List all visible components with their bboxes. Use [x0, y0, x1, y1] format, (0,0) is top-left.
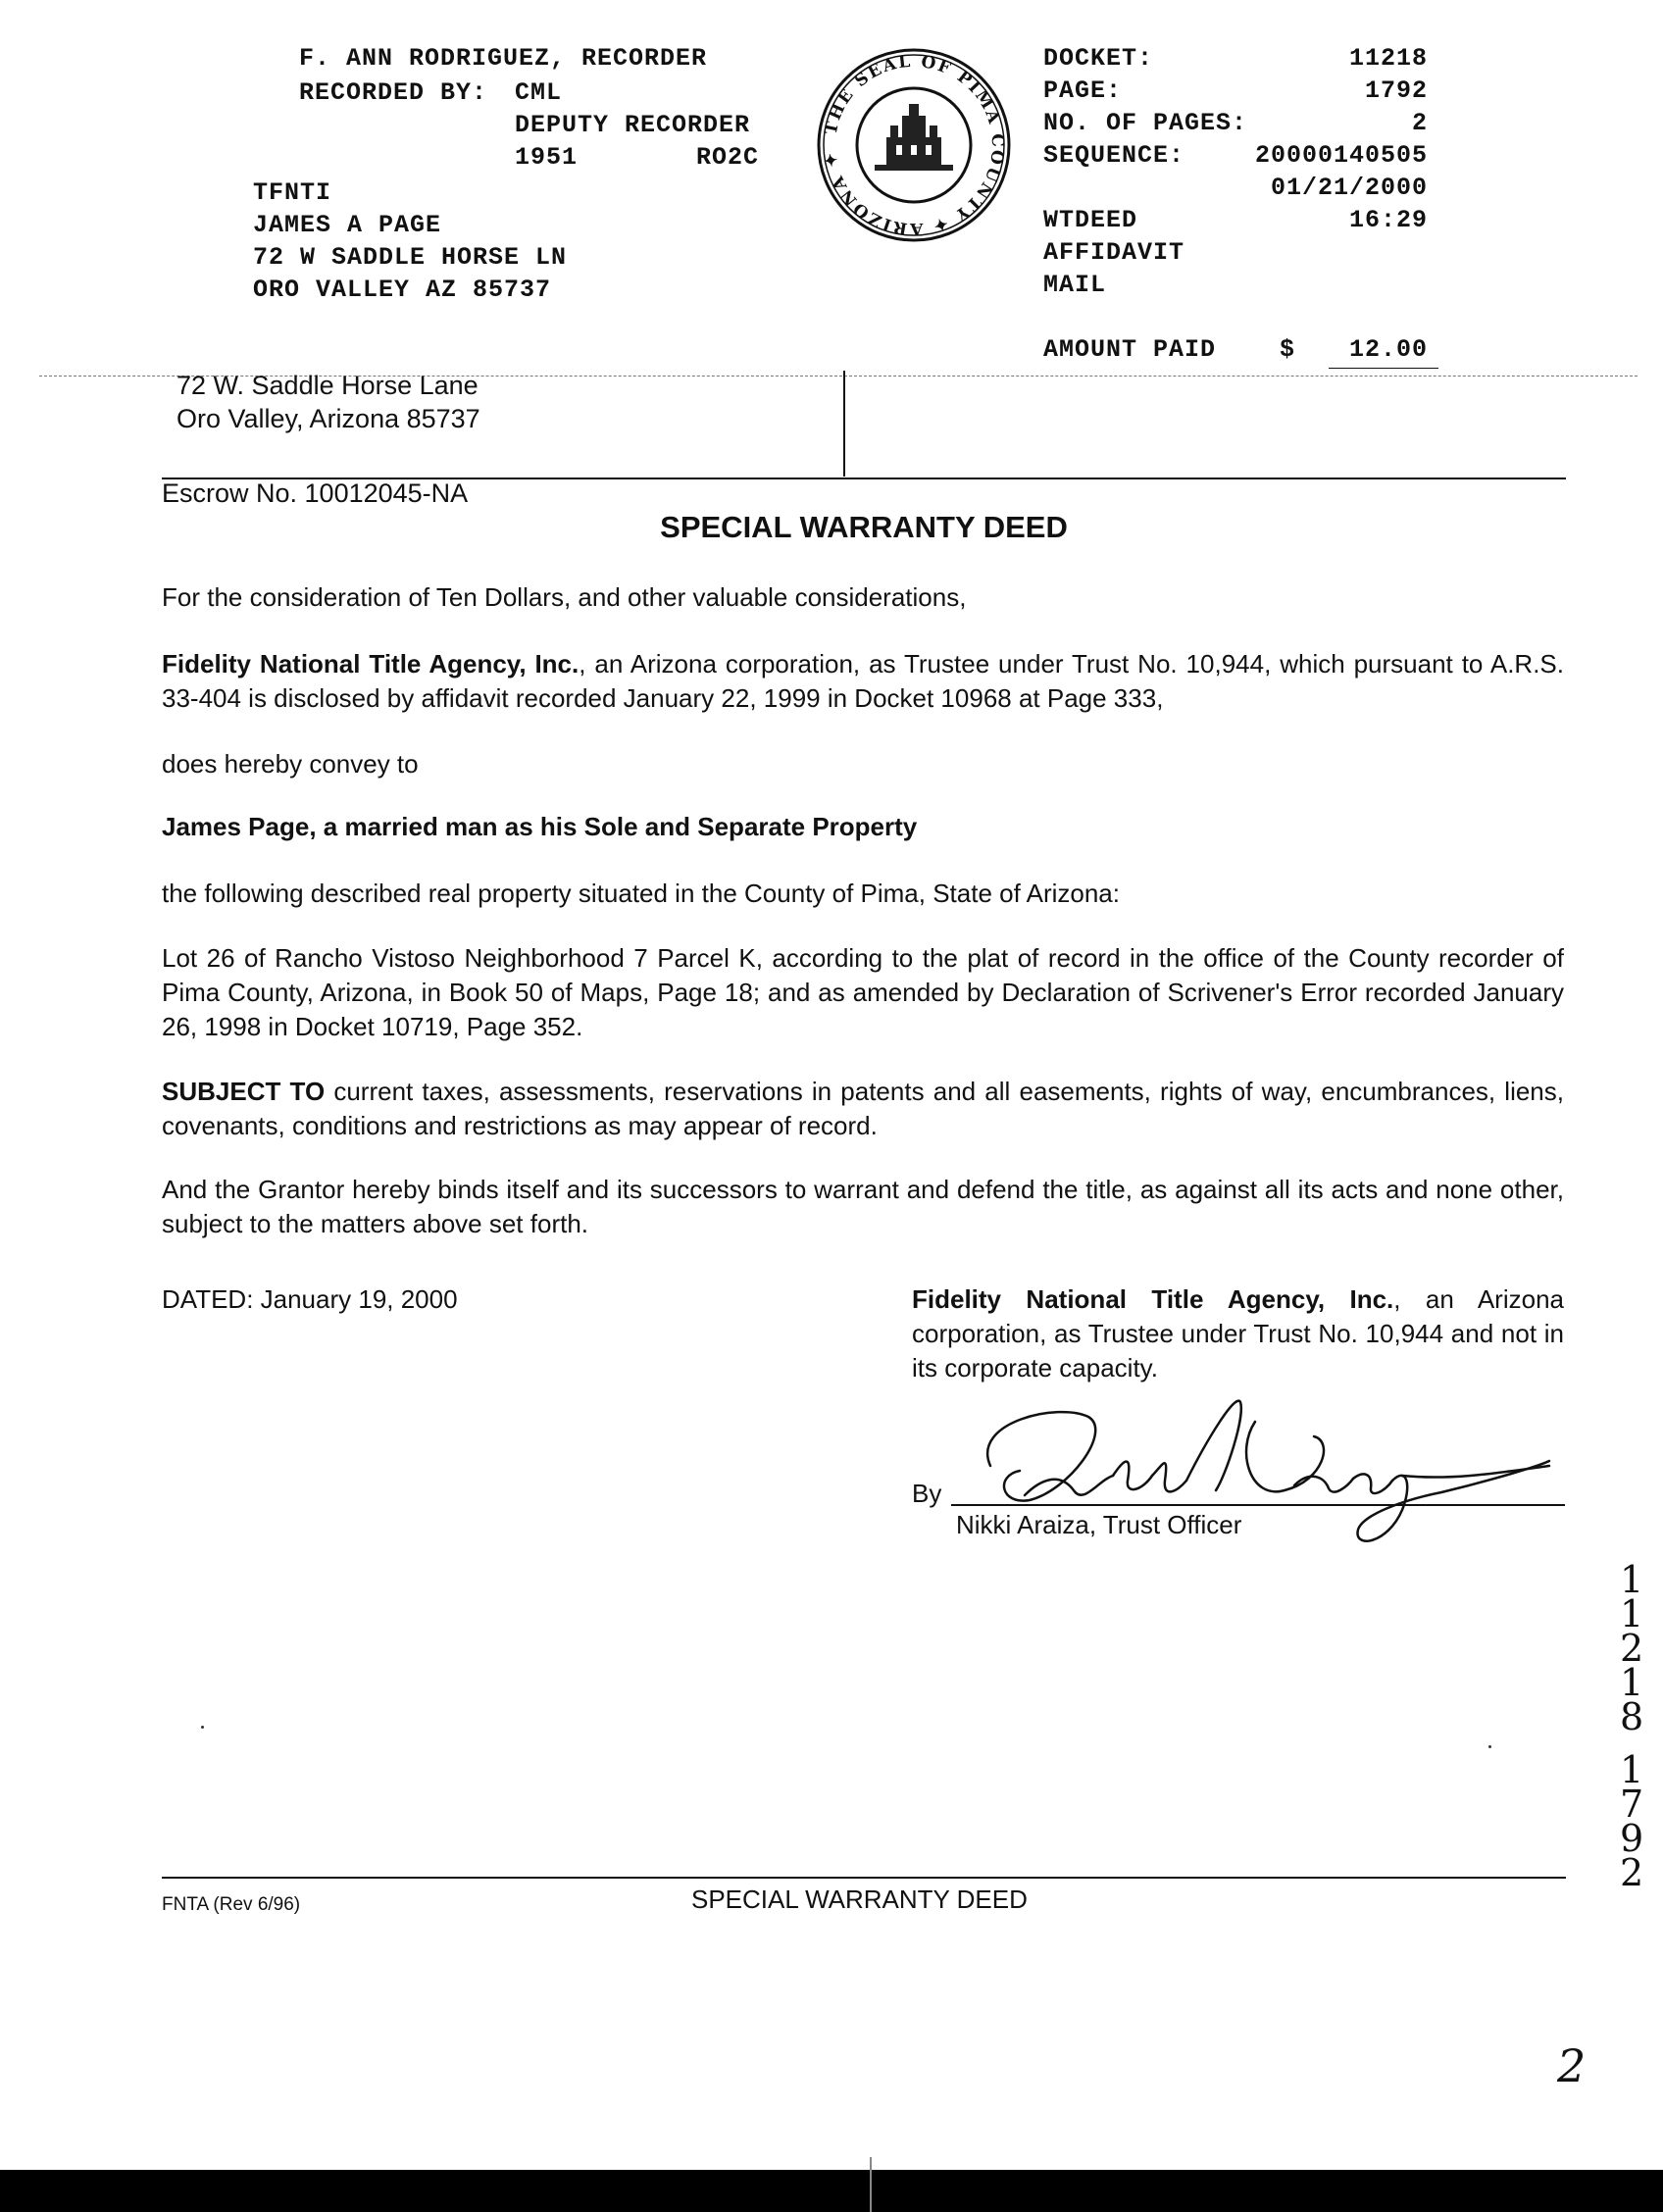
- consideration-text: For the consideration of Ten Dollars, and other valuable considerations,: [162, 582, 967, 612]
- recorded-date: 01/21/2000: [1270, 174, 1428, 202]
- by-label: By: [912, 1479, 942, 1508]
- side-docket-digit: 1: [1620, 1558, 1644, 1601]
- address-box-divider: [843, 371, 845, 477]
- deed-title: SPECIAL WARRANTY DEED: [660, 510, 1068, 544]
- subject-to-paragraph: [162, 1075, 1564, 1143]
- deputy-recorder-label: DEPUTY RECORDER: [515, 111, 751, 139]
- subject-to-text: current taxes, assessments, reservations in patents and all easements, rights of way, encumbrances, liens, covenants, conditions and restrictions as may appear of record.: [162, 1077, 1564, 1140]
- deputy-code: RO2C: [696, 143, 760, 172]
- signature-entity-details: , an Arizona corporation, as Trustee under Trust No. 10,944 and not in its corporate capacity.: [912, 1284, 1564, 1382]
- recorded-by-value: CML: [515, 78, 563, 107]
- side-page-digit: 1: [1620, 1748, 1644, 1791]
- mail-flag: MAIL: [1043, 271, 1107, 299]
- escrow-number: Escrow No. 10012045-NA: [162, 478, 469, 508]
- page-label: PAGE:: [1043, 76, 1123, 105]
- docket-label: DOCKET:: [1043, 44, 1154, 73]
- grantor-details: , an Arizona corporation, as Trustee under Trust No. 10,944, which pursuant to A.R.S. 33-404 is disclosed by affidavit recorded January 22, 1999 in Docket 10968 at Page 333,: [162, 649, 1564, 713]
- page-value: 1792: [1364, 76, 1428, 105]
- side-docket-digit: 8: [1620, 1695, 1644, 1738]
- footer-title: SPECIAL WARRANTY DEED: [691, 1885, 1028, 1914]
- recorder-name: F. ANN RODRIGUEZ, RECORDER: [299, 44, 708, 73]
- pima-county-seal: [816, 47, 1012, 243]
- warranty-paragraph: And the Grantor hereby binds itself and its successors to warrant and defend the title, as against all its acts and none other, subject to the matters above set forth.: [162, 1175, 1564, 1238]
- footer-rule: [162, 1877, 1566, 1879]
- pages-label: NO. OF PAGES:: [1043, 109, 1248, 137]
- currency-symbol: $: [1280, 335, 1296, 364]
- side-page-digit: 7: [1620, 1783, 1644, 1826]
- recorded-time: 16:29: [1348, 206, 1428, 234]
- amount-underline: [1329, 368, 1438, 369]
- mail-address-line1: 72 W. Saddle Horse Lane: [176, 371, 479, 400]
- signature-line: [951, 1504, 1565, 1506]
- signature-entity-paragraph: [912, 1282, 1564, 1385]
- handwritten-signature: [941, 1382, 1569, 1569]
- docket-value: 11218: [1348, 44, 1428, 73]
- amount-paid-value: 12.00: [1348, 335, 1428, 364]
- affidavit-flag: AFFIDAVIT: [1043, 238, 1185, 267]
- amount-paid-label: AMOUNT PAID: [1043, 335, 1217, 364]
- return-name: JAMES A PAGE: [253, 211, 442, 239]
- deputy-number: 1951: [515, 143, 579, 172]
- convey-text: does hereby convey to: [162, 749, 419, 779]
- side-page-digit: 9: [1620, 1817, 1644, 1860]
- mail-address-line2: Oro Valley, Arizona 85737: [176, 404, 480, 433]
- svg-text:THE SEAL OF PIMA COUNTY ✦ ARIZ: THE SEAL OF PIMA COUNTY ✦ ARIZONA ✦: [820, 51, 1008, 239]
- legal-description: Lot 26 of Rancho Vistoso Neighborhood 7 Parcel K, according to the plat of record in the office of the County recorder of Pima County, Arizona, in Book 50 of Maps, Page 18; and as amended by Declaration of Scrivener's Error recorded January 26, 1998 in Docket 10719, Page 352.: [162, 943, 1564, 1041]
- side-docket-digit: 2: [1620, 1627, 1644, 1670]
- return-street: 72 W SADDLE HORSE LN: [253, 243, 568, 272]
- form-code: FNTA (Rev 6/96): [162, 1894, 301, 1915]
- document-type: WTDEED: [1043, 206, 1138, 234]
- side-docket-digit: 1: [1620, 1661, 1644, 1704]
- signature-entity-name: Fidelity National Title Agency, Inc.: [912, 1284, 1394, 1314]
- scan-speck: [201, 1726, 204, 1729]
- sequence-label: SEQUENCE:: [1043, 141, 1185, 170]
- grantee-text: James Page, a married man as his Sole and Separate Property: [162, 812, 918, 841]
- grantor-name: Fidelity National Title Agency, Inc.: [162, 649, 580, 679]
- side-docket-digit: 1: [1620, 1592, 1644, 1635]
- return-city: ORO VALLEY AZ 85737: [253, 276, 552, 304]
- property-intro: the following described real property situated in the County of Pima, State of Arizona:: [162, 879, 1120, 908]
- signer-name: Nikki Araiza, Trust Officer: [956, 1510, 1242, 1539]
- grantor-paragraph: [162, 647, 1564, 716]
- return-code: TFNTI: [253, 178, 332, 207]
- side-page-digit: 2: [1620, 1851, 1644, 1894]
- handwritten-page-number: 2: [1557, 2039, 1587, 2092]
- scan-speck: [1488, 1745, 1491, 1748]
- pages-value: 2: [1411, 109, 1428, 137]
- scan-bottom-border: [0, 2170, 1663, 2212]
- recorded-by-label: RECORDED BY:: [299, 78, 488, 107]
- scan-center-mark: [870, 2157, 872, 2212]
- subject-to-label: SUBJECT TO: [162, 1077, 326, 1106]
- sequence-value: 20000140505: [1254, 141, 1428, 170]
- dated-text: DATED: January 19, 2000: [162, 1284, 458, 1314]
